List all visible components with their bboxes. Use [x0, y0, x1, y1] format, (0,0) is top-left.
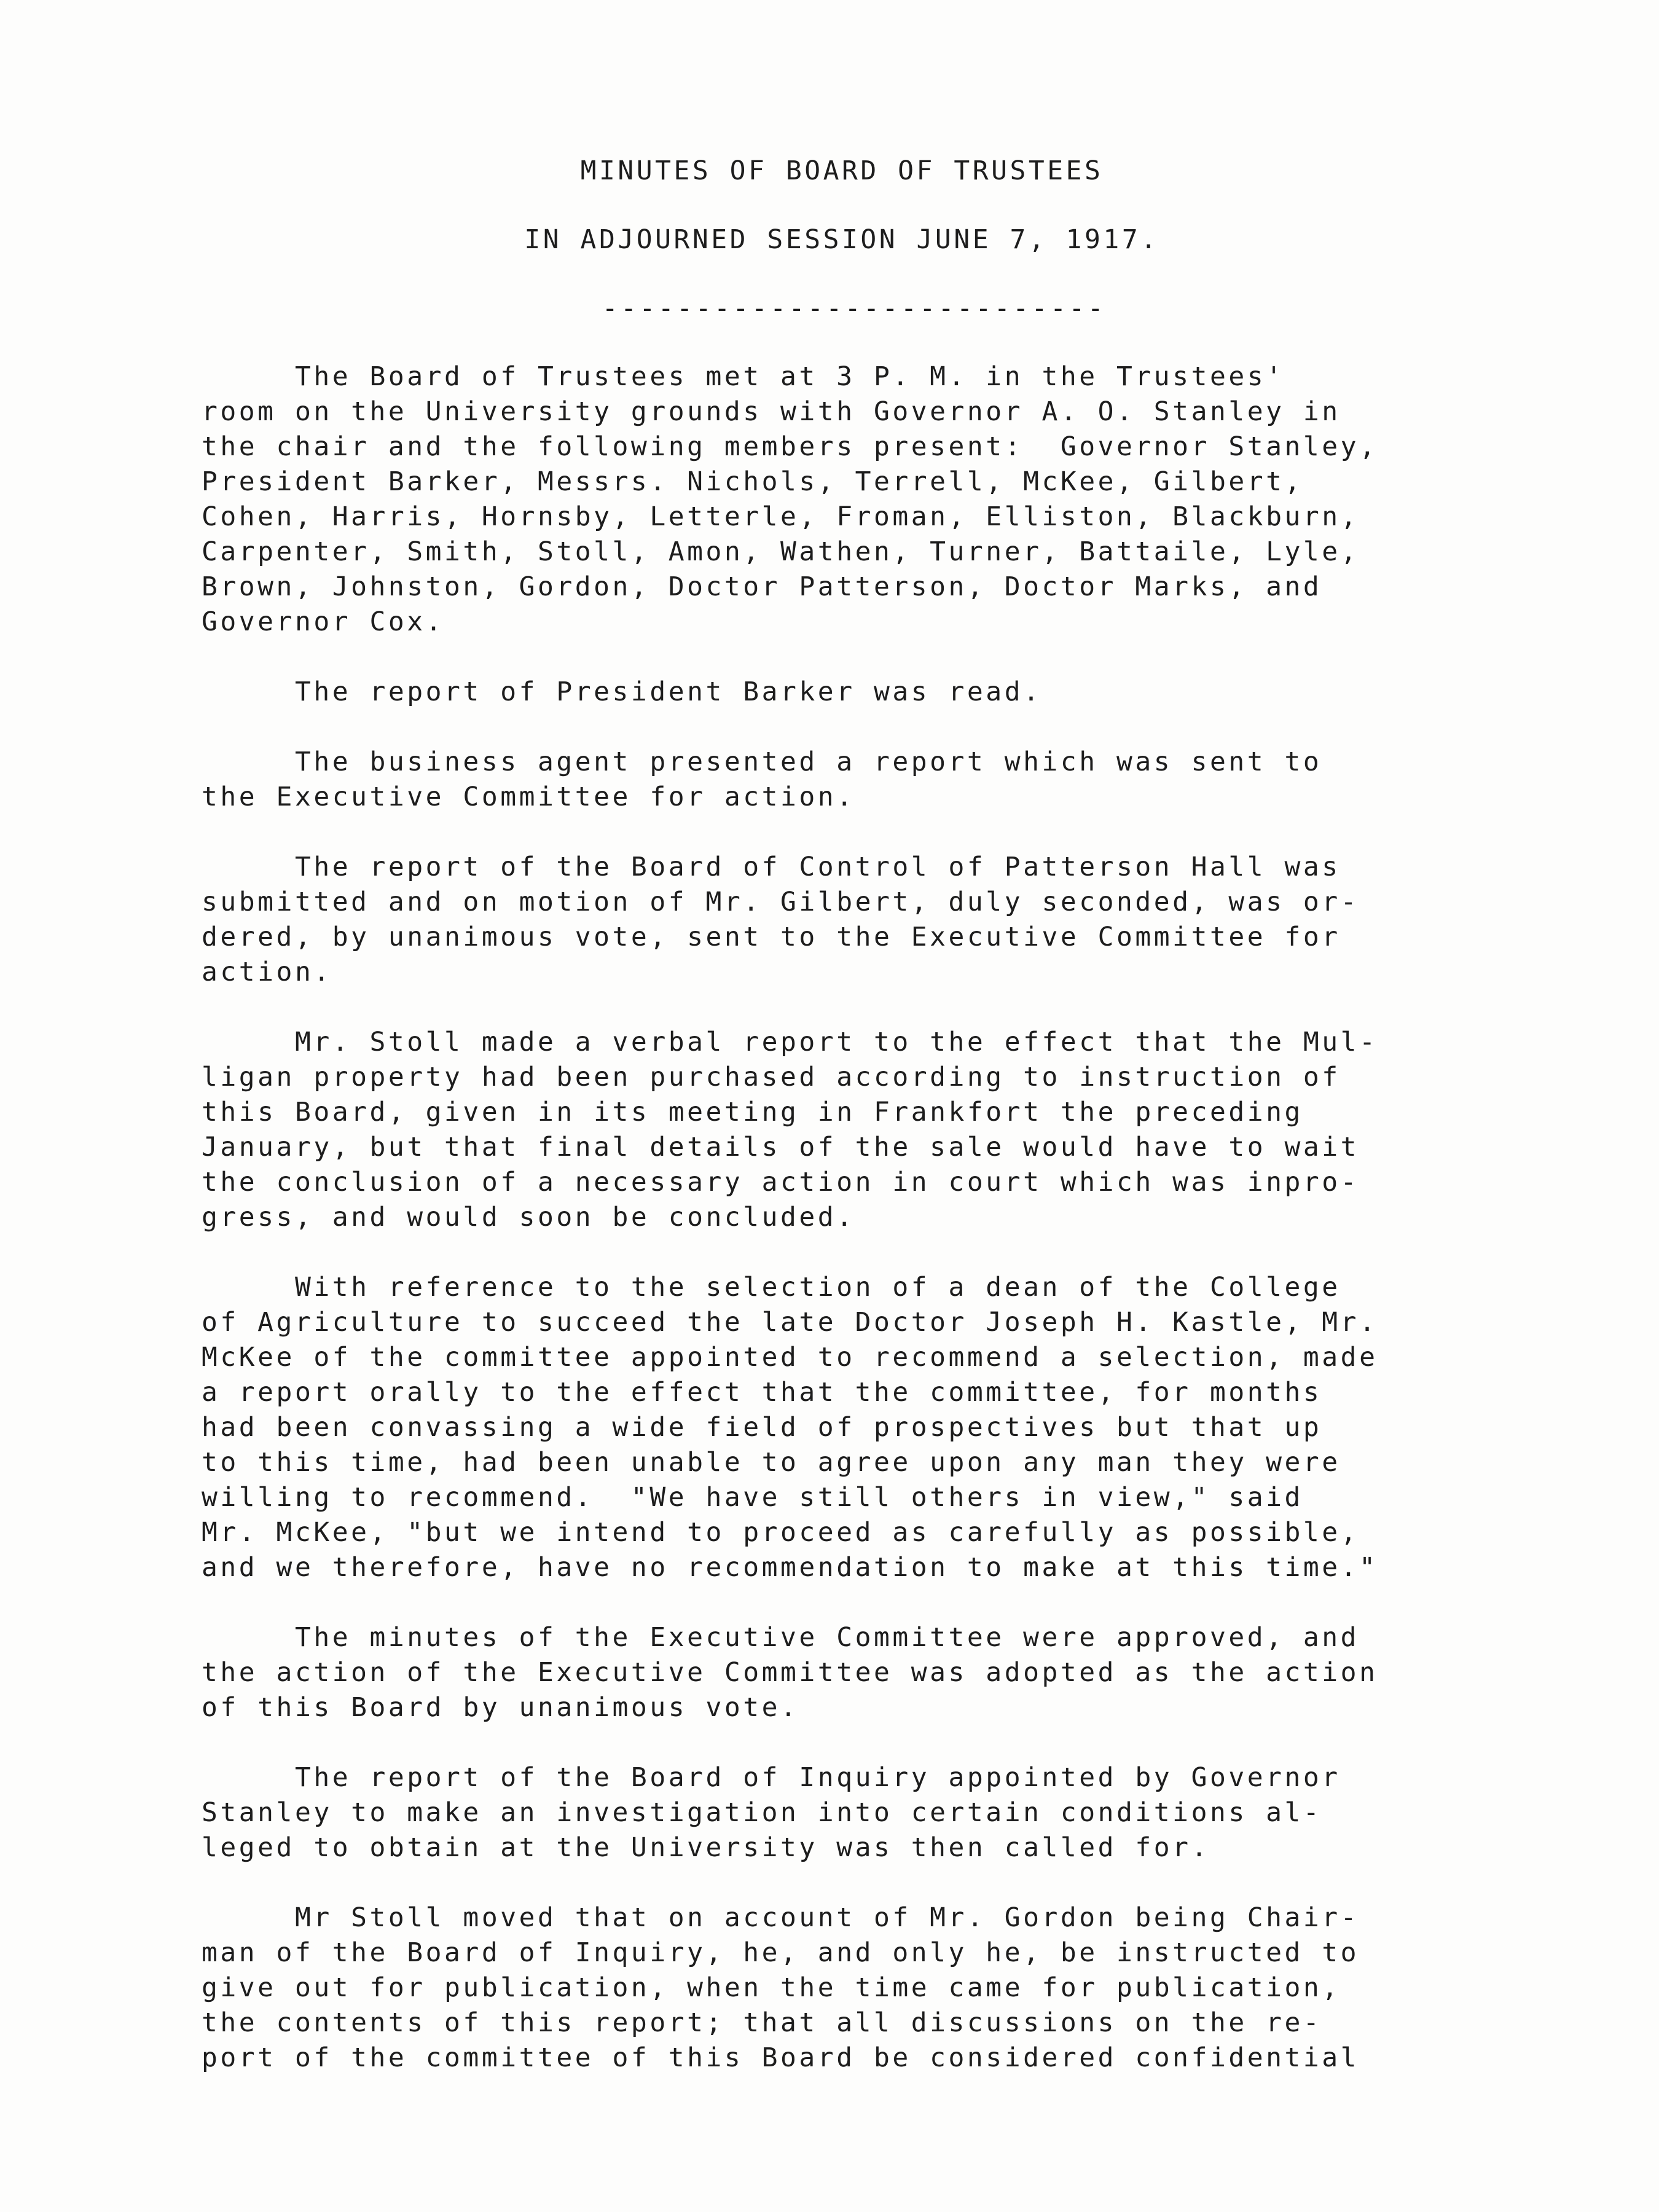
text-line: submitted and on motion of Mr. Gilbert, duly seconded, was or- [202, 887, 1360, 917]
text-line: of Agriculture to succeed the late Doctor Joseph H. Kastle, Mr. [202, 1307, 1378, 1338]
title-divider: --------------------------- [602, 293, 1107, 324]
text-line: the contents of this report; that all discussions on the re- [202, 2007, 1322, 2038]
text-line: ligan property had been purchased according to instruction of [202, 1062, 1341, 1092]
text-line: to this time, had been unable to agree upon any man they were [202, 1447, 1341, 1478]
text-line: give out for publication, when the time came for publication, [202, 1972, 1341, 2003]
paragraph [202, 1620, 1510, 1725]
text-line: and we therefore, have no recommendation to make at this time." [202, 1552, 1378, 1583]
text-line: gress, and would soon be concluded. [202, 1202, 855, 1233]
text-line: room on the University grounds with Governor A. O. Stanley in [202, 396, 1341, 427]
text-line: the Executive Committee for action. [202, 782, 855, 812]
text-line: Mr. Stoll made a verbal report to the effect that the Mul- [202, 1027, 1378, 1057]
text-line: Carpenter, Smith, Stoll, Amon, Wathen, Turner, Battaile, Lyle, [202, 536, 1360, 567]
text-line: The Board of Trustees met at 3 P. M. in the Trustees' [202, 361, 1285, 392]
text-line: President Barker, Messrs. Nichols, Terrell, McKee, Gilbert, [202, 466, 1303, 497]
text-line: The report of President Barker was read. [202, 677, 1042, 707]
text-line: this Board, given in its meeting in Frankfort the preceding [202, 1097, 1303, 1128]
text-line: the chair and the following members present: Governor Stanley, [202, 431, 1378, 462]
text-line: the action of the Executive Committee was adopted as the action [202, 1657, 1378, 1688]
text-line: Governor Cox. [202, 606, 445, 637]
text-line: dered, by unanimous vote, sent to the Executive Committee for [202, 922, 1341, 952]
text-line: McKee of the committee appointed to recommend a selection, made [202, 1342, 1378, 1373]
paragraph [202, 675, 1510, 710]
document-body [202, 359, 1510, 2111]
paragraph [202, 1900, 1510, 2076]
text-line: Mr. McKee, "but we intend to proceed as carefully as possible, [202, 1517, 1360, 1548]
text-line: action. [202, 957, 332, 987]
paragraph [202, 1025, 1510, 1235]
text-line: The report of the Board of Control of Patterson Hall was [202, 852, 1341, 882]
text-line: Cohen, Harris, Hornsby, Letterle, Froman, Elliston, Blackburn, [202, 501, 1360, 532]
text-line: willing to recommend. "We have still others in view," said [202, 1482, 1303, 1513]
paragraph [202, 850, 1510, 990]
text-line: man of the Board of Inquiry, he, and only he, be instructed to [202, 1937, 1360, 1968]
text-line: Stanley to make an investigation into certain conditions al- [202, 1797, 1322, 1828]
document-subtitle: IN ADJOURNED SESSION JUNE 7, 1917. [524, 224, 1159, 255]
text-line: port of the committee of this Board be considered confidential [202, 2042, 1360, 2073]
document-title: MINUTES OF BOARD OF TRUSTEES [580, 155, 1104, 186]
text-line: had been convassing a wide field of prospectives but that up [202, 1412, 1322, 1443]
text-line: a report orally to the effect that the committee, for months [202, 1377, 1322, 1408]
paragraph [202, 1270, 1510, 1585]
paragraph [202, 745, 1510, 815]
text-line: of this Board by unanimous vote. [202, 1692, 799, 1723]
text-line: The report of the Board of Inquiry appointed by Governor [202, 1762, 1341, 1793]
text-line: Mr Stoll moved that on account of Mr. Gordon being Chair- [202, 1902, 1360, 1933]
paragraph [202, 359, 1510, 640]
text-line: leged to obtain at the University was then called for. [202, 1832, 1210, 1863]
text-line: Brown, Johnston, Gordon, Doctor Patterson, Doctor Marks, and [202, 571, 1322, 602]
text-line: the conclusion of a necessary action in court which was inpro- [202, 1167, 1360, 1198]
text-line: January, but that final details of the sale would have to wait [202, 1132, 1360, 1163]
text-line: The business agent presented a report which was sent to [202, 747, 1322, 777]
text-line: The minutes of the Executive Committee were approved, and [202, 1622, 1360, 1653]
paragraph [202, 1760, 1510, 1865]
text-line: With reference to the selection of a dean of the College [202, 1272, 1341, 1303]
